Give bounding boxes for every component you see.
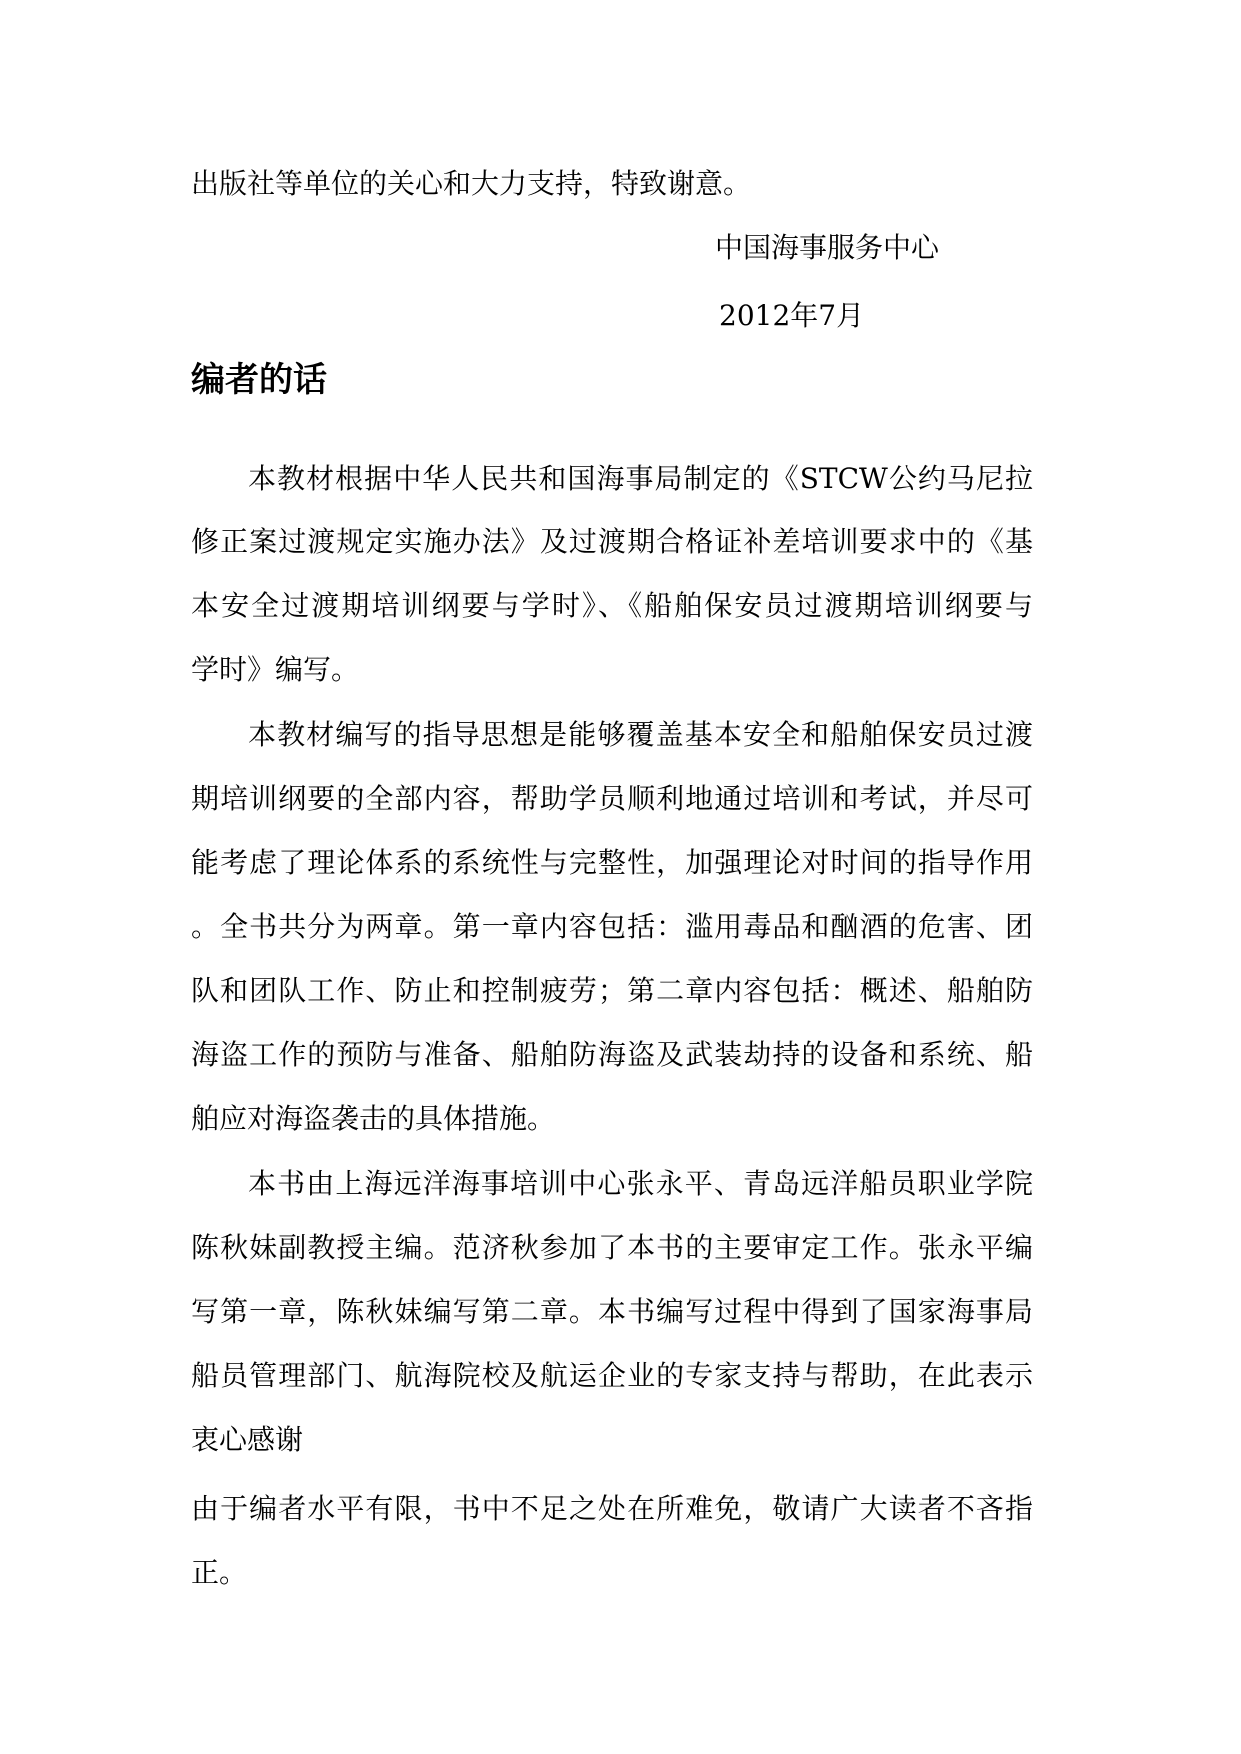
- paragraph-line: 正。: [191, 1556, 248, 1589]
- signature-org: 中国海事服务中心: [715, 231, 940, 264]
- paragraph-line: 期培训纲要的全部内容，帮助学员顺利地通过培训和考试，并尽可: [191, 782, 1033, 815]
- paragraph-line: 学时》编写。: [191, 653, 360, 686]
- paragraph-line: 写第一章，陈秋妹编写第二章。本书编写过程中得到了国家海事局: [191, 1295, 1033, 1328]
- closing-line: 出版社等单位的关心和大力支持，特致谢意。: [191, 167, 752, 200]
- paragraph-line: 能考虑了理论体系的系统性与完整性，加强理论对时间的指导作用: [191, 846, 1033, 879]
- paragraph-line: 本教材编写的指导思想是能够覆盖基本安全和船舶保安员过渡: [248, 718, 1033, 751]
- paragraph-line: 船员管理部门、航海院校及航运企业的专家支持与帮助，在此表示: [191, 1359, 1033, 1392]
- paragraph-line: 本教材根据中华人民共和国海事局制定的《STCW公约马尼拉: [248, 462, 1033, 495]
- paragraph-line: 海盗工作的预防与准备、船舶防海盗及武装劫持的设备和系统、船: [191, 1038, 1033, 1071]
- paragraph-line: 队和团队工作、防止和控制疲劳；第二章内容包括：概述、船舶防: [191, 974, 1033, 1007]
- paragraph-line: 。全书共分为两章。第一章内容包括：滥用毒品和酗酒的危害、团: [191, 910, 1033, 943]
- paragraph-line: 本安全过渡期培训纲要与学时》、《船舶保安员过渡期培训纲要与: [191, 589, 1033, 622]
- paragraph-line: 本书由上海远洋海事培训中心张永平、青岛远洋船员职业学院: [248, 1167, 1033, 1200]
- paragraph-line: 修正案过渡规定实施办法》及过渡期合格证补差培训要求中的《基: [191, 525, 1033, 558]
- signature-date: 2012年7月: [719, 299, 865, 332]
- paragraph-line: 陈秋妹副教授主编。范济秋参加了本书的主要审定工作。张永平编: [191, 1231, 1033, 1264]
- paragraph-line: 由于编者水平有限，书中不足之处在所难免，敬请广大读者不吝指: [191, 1492, 1033, 1525]
- paragraph-line: 舶应对海盗袭击的具体措施。: [191, 1102, 556, 1135]
- paragraph-line: 衷心感谢: [191, 1423, 304, 1456]
- section-title: 编者的话: [191, 360, 327, 400]
